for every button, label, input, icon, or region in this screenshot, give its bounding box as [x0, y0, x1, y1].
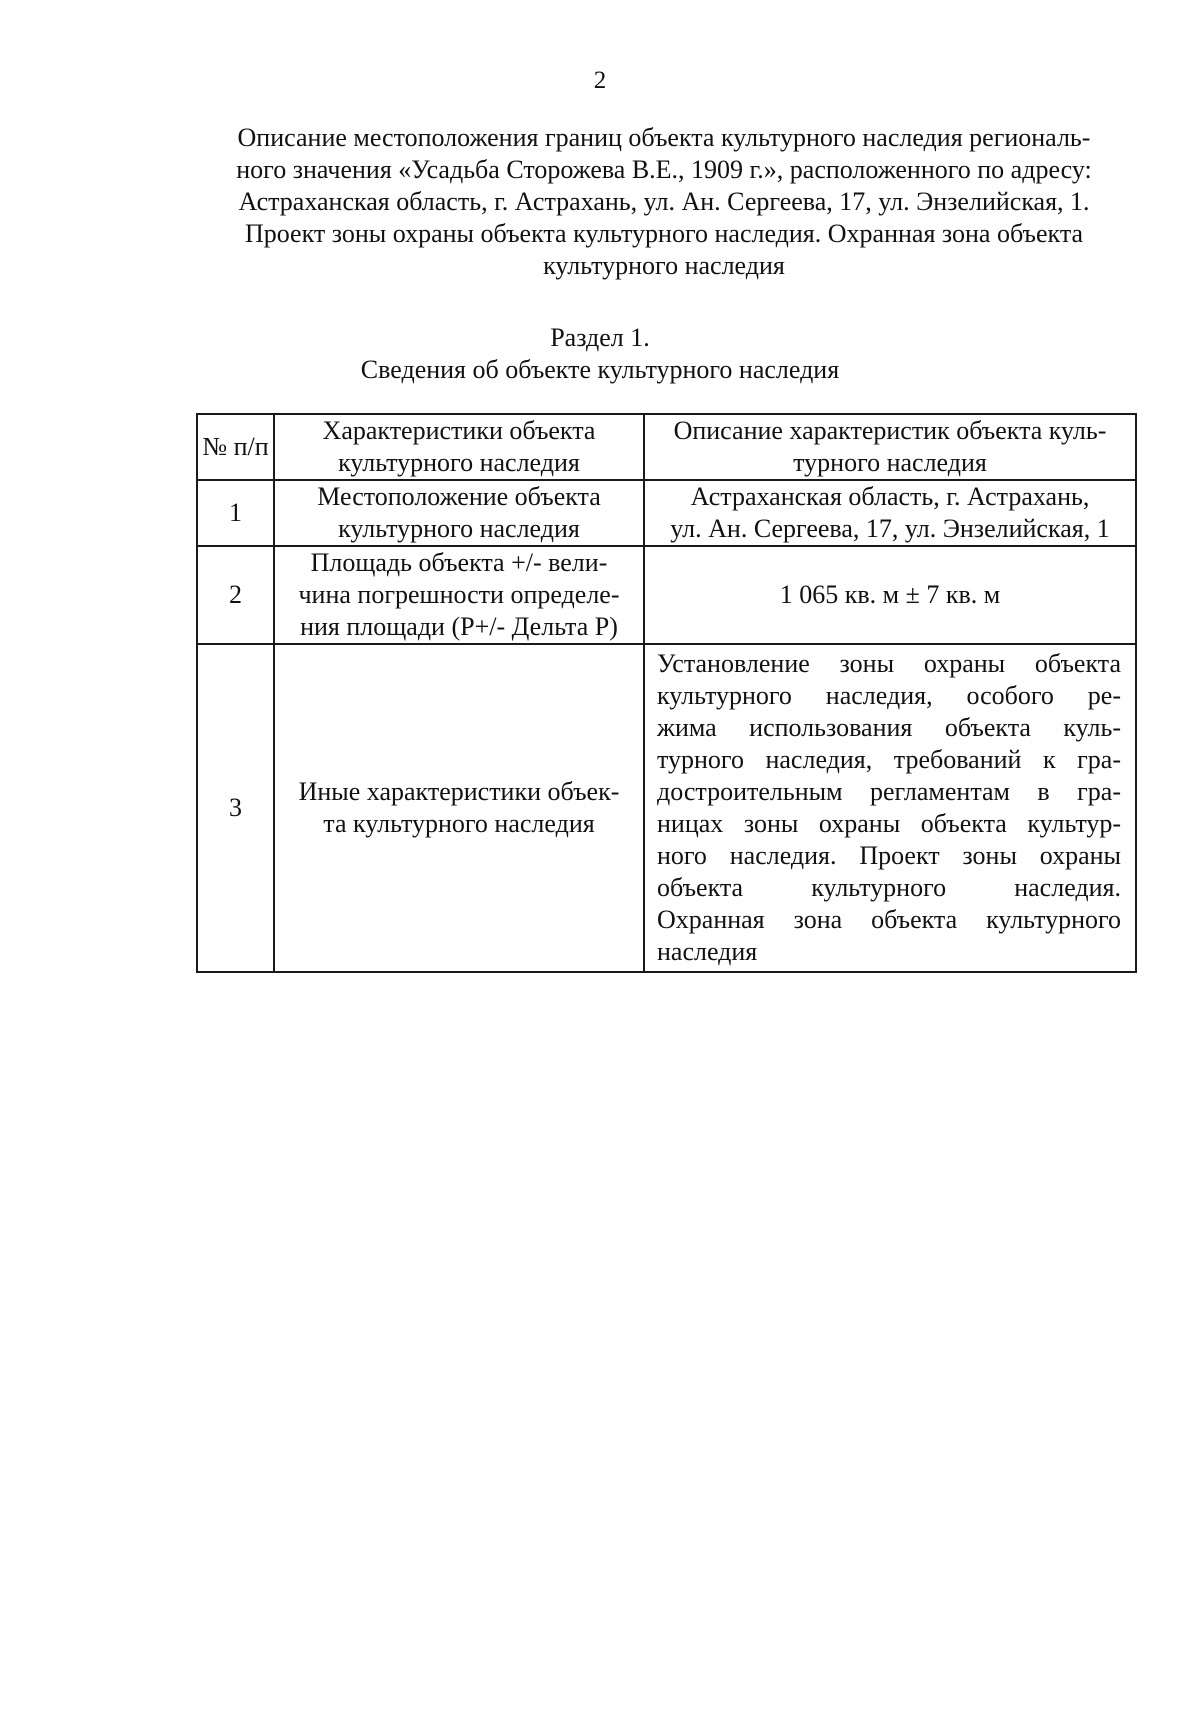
table-header-row: [197, 414, 1136, 480]
table-row: [197, 644, 1136, 972]
heading-line: культурного наследия: [543, 251, 785, 280]
page-number: 2: [593, 67, 607, 94]
header-characteristic: Характеристики объекта культурного наследия: [274, 414, 644, 480]
cell-num: 2: [197, 546, 274, 644]
cell-characteristic: Местоположение объекта культурного наследия: [274, 480, 644, 546]
heritage-info-table: [196, 413, 1137, 973]
cell-characteristic: Иные характеристики объек- та культурного наследия: [274, 644, 644, 972]
section-title: Раздел 1.: [550, 323, 650, 352]
cell-description: Установление зоны охраны объекта культурного наследия, особого ре- жима использования объекта куль- турного наследия, требований к гра- достроительным регламентам в гра- ницах зоны охраны объекта культур- ного наследия. Проект зоны охраны объекта культурного наследия. Охранная зона объекта культурного наследия: [644, 644, 1136, 972]
cell-num: 3: [197, 644, 274, 972]
cell-characteristic: Площадь объекта +/- вели- чина погрешности определе- ния площади (Р+/- Дельта Р): [274, 546, 644, 644]
section-heading: [0, 322, 1200, 386]
heading-line: Проект зоны охраны объекта культурного наследия. Охранная зона объекта: [244, 219, 1084, 248]
cell-num: 1: [197, 480, 274, 546]
table-row: [197, 480, 1136, 546]
header-num: № п/п: [197, 414, 274, 480]
document-heading: [196, 122, 1132, 282]
cell-description: Астраханская область, г. Астрахань, ул. Ан. Сергеева, 17, ул. Энзелийская, 1: [644, 480, 1136, 546]
heading-line: ного значения «Усадьба Сторожева В.Е., 1909 г.», расположенного по адресу:: [236, 155, 1092, 184]
table-row: [197, 546, 1136, 644]
heading-line: Описание местоположения границ объекта культурного наследия региональ-: [237, 123, 1091, 152]
heading-line: Астраханская область, г. Астрахань, ул. Ан. Сергеева, 17, ул. Энзелийская, 1.: [238, 187, 1090, 216]
header-description: Описание характеристик объекта куль- турного наследия: [644, 414, 1136, 480]
section-subtitle: Сведения об объекте культурного наследия: [360, 355, 840, 384]
cell-description: 1 065 кв. м ± 7 кв. м: [644, 546, 1136, 644]
